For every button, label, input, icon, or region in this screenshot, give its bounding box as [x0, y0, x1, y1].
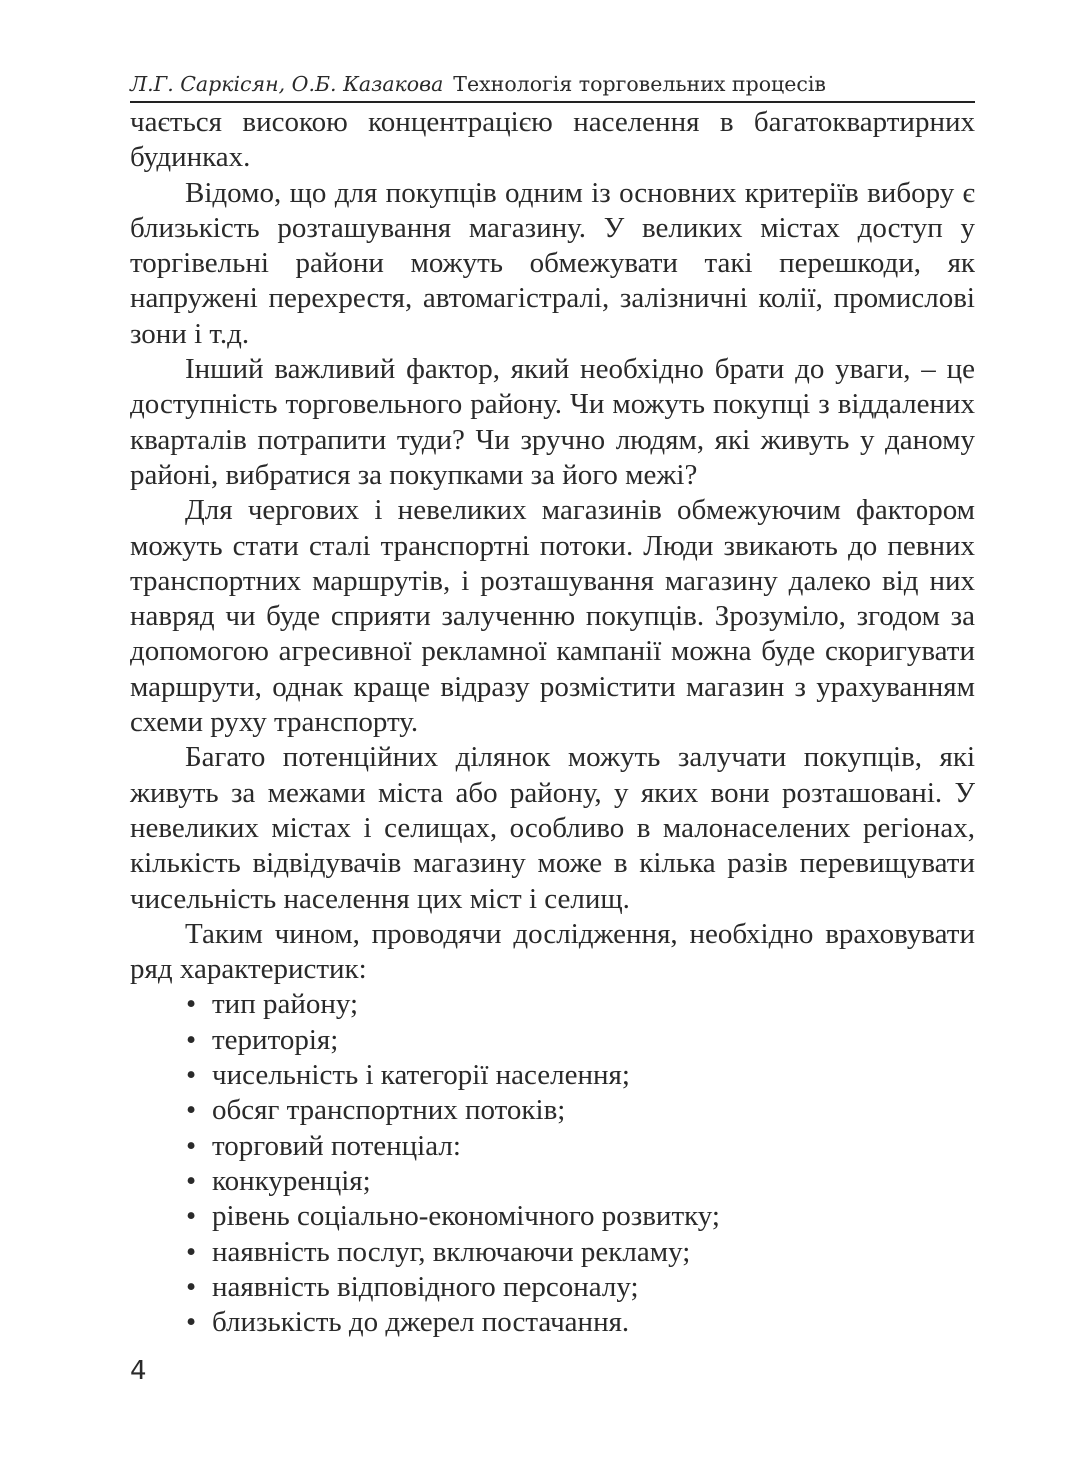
list-item: [186, 1199, 975, 1234]
list-item-text: чисельність і категорії населення;: [212, 1059, 630, 1092]
list-item-text: тип району;: [212, 988, 359, 1021]
paragraph: Багато потенційних ділянок можуть залучати покупців, які живуть за межами міста або району, у яких вони розташовані. У невеликих містах і селищах, особливо в малонаселених регіонах, кількість відвідувачів магазину може в кілька разів перевищувати чисельність населення цих міст і селищ.: [130, 741, 975, 915]
bullet-icon: •: [186, 988, 197, 1021]
list-item-text: конкуренція;: [212, 1164, 371, 1197]
list-item: [186, 987, 975, 1022]
bullet-icon: •: [186, 1306, 197, 1339]
list-item: [186, 1164, 975, 1199]
list-item-text: торговий потенціал:: [212, 1129, 461, 1162]
list-item-text: рівень соціально-економічного розвитку;: [212, 1200, 720, 1233]
running-head: [130, 70, 975, 103]
paragraph: Інший важливий фактор, який необхідно брати до уваги, – це доступність торговельного району. Чи можуть покупці з віддалених кварталів потрапити туди? Чи зручно людям, які живуть у даному районі, вибратися за покупками за його межі?: [130, 353, 975, 491]
bullet-icon: •: [186, 1200, 197, 1233]
bullet-icon: •: [186, 1235, 197, 1268]
list-item-text: близькість до джерел постачання.: [212, 1306, 630, 1339]
bullet-icon: •: [186, 1023, 197, 1056]
list-item: [186, 1023, 975, 1058]
list-item: [186, 1129, 975, 1164]
list-item: [186, 1093, 975, 1128]
paragraph: Відомо, що для покупців одним із основних критеріїв вибору є близькість розташування магазину. У великих містах доступ у торгівельні райони можуть обмежувати такі перешкоди, як напружені перехрестя, автомагістралі, залізничні колії, промислові зони і т.д.: [130, 176, 975, 350]
paragraph: Для чергових і невеликих магазинів обмежуючим фактором можуть стати сталі транспортні потоки. Люди звикають до певних транспортних маршрутів, і розташування магазину далеко від них навряд чи буде сприяти залученню покупців. Зрозуміло, згодом за допомогою агресивної рекламної кампанії можна буде скоригувати маршрути, однак краще відразу розмістити магазин з урахуванням схеми руху транспорту.: [130, 494, 975, 739]
paragraph: Таким чином, проводячи дослідження, необхідно враховувати ряд характеристик:: [130, 917, 975, 986]
bullet-icon: •: [186, 1059, 197, 1092]
header-book-title: Технологія торговельних процесів: [453, 72, 826, 96]
list-item-text: наявність відповідного персоналу;: [212, 1270, 639, 1303]
bullet-icon: •: [186, 1094, 197, 1127]
book-page: [130, 70, 975, 1410]
bullet-icon: •: [186, 1129, 197, 1162]
list-item-text: наявність послуг, включаючи рекламу;: [212, 1235, 691, 1268]
bullet-icon: •: [186, 1270, 197, 1303]
list-item: [186, 1058, 975, 1093]
list-item-text: обсяг транспортних потоків;: [212, 1094, 566, 1127]
characteristics-list: [130, 987, 975, 1340]
body-text: [130, 105, 975, 1340]
list-item-text: територія;: [212, 1023, 339, 1056]
paragraph-continuation: чається високою концентрацією населення в багатоквартирних будинках.: [130, 106, 975, 174]
bullet-icon: •: [186, 1164, 197, 1197]
list-item: [186, 1305, 975, 1340]
list-item: [186, 1270, 975, 1305]
header-authors: Л.Г. Саркісян, О.Б. Казакова: [130, 72, 444, 96]
page-number: 4: [130, 1356, 147, 1386]
list-item: [186, 1235, 975, 1270]
